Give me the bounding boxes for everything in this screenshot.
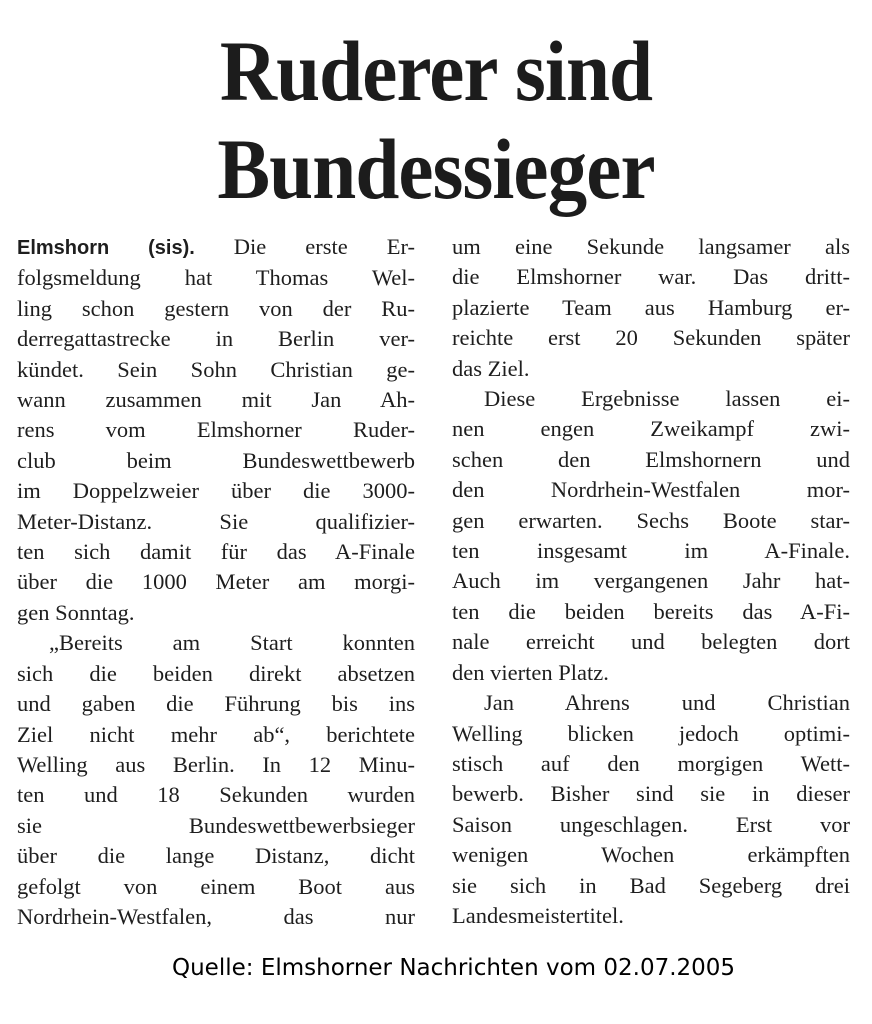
text-line: ten insgesamt im A-Finale. [452,538,850,564]
text-line: Diese Ergebnisse lassen ei- [484,386,850,412]
text-line: nen engen Zweikampf zwi- [452,416,850,442]
text-line: über die 1000 Meter am morgi- [17,569,415,595]
text-line: wann zusammen mit Jan Ah- [17,387,415,413]
text-line: ten die beiden bereits das A-Fi- [452,598,850,624]
text-line: die Elmshorner war. Das dritt- [452,264,850,290]
text-line: im Doppelzweier über die 3000- [17,478,415,504]
article-column-right [452,232,850,931]
text-line: den vierten Platz. [452,659,609,685]
text-line: gen erwarten. Sechs Boote star- [452,507,850,533]
text-line: ten und 18 Sekunden wurden [17,782,415,808]
paragraph-1 [17,232,415,628]
text-line: derregattastrecke in Berlin ver- [17,326,415,352]
text-line: nale erreicht und belegten dort [452,629,850,655]
text-line: Landesmeistertitel. [452,902,624,928]
paragraph-2 [17,628,415,932]
text-line: reichte erst 20 Sekunden später [452,325,850,351]
text-line: sich die beiden direkt absetzen [17,660,415,686]
text-line: um eine Sekunde langsamer als [452,234,850,259]
text-line: Nordrhein-Westfalen, das nur [17,903,415,929]
text-line: rens vom Elmshorner Ruder- [17,417,415,443]
text-line: wenigen Wochen erkämpften [452,842,850,868]
headline-line-2: Bundessieger [217,121,655,217]
text-line: plazierte Team aus Hamburg er- [452,294,850,320]
paragraph-5 [452,688,850,931]
text-line: ten sich damit für das A-Finale [17,539,415,565]
text-line: club beim Bundeswettbewerb [17,447,415,473]
text-line: „Bereits am Start konnten [49,630,415,656]
text-line: Die erste Er- [194,234,415,259]
text-line: sie sich in Bad Segeberg drei [452,872,850,898]
text-line: gen Sonntag. [17,599,135,625]
article-column-left [17,232,415,932]
headline-line-1: Ruderer sind [219,23,653,119]
text-line: Saison ungeschlagen. Erst vor [452,811,850,837]
text-line: über die lange Distanz, dicht [17,843,415,869]
text-line: schen den Elmshornern und [452,446,850,472]
paragraph-3 [452,232,850,384]
text-line: Jan Ahrens und Christian [484,690,850,716]
text-line: Auch im vergangenen Jahr hat- [452,568,850,594]
text-line [17,232,415,263]
text-line: den Nordrhein-Westfalen mor- [452,477,850,503]
text-line: gefolgt von einem Boot aus [17,873,415,899]
text-line: sie Bundeswettbewerbsieger [17,812,415,838]
text-line: ling schon gestern von der Ru- [17,295,415,321]
text-line: Ziel nicht mehr ab“, berichtete [17,721,415,747]
text-line: stisch auf den morgigen Wett- [452,750,850,776]
text-line: Welling blicken jedoch optimi- [452,720,850,746]
paragraph-4 [452,384,850,688]
text-line: Welling aus Berlin. In 12 Minu- [17,751,415,777]
text-line: folgsmeldung hat Thomas Wel- [17,265,415,291]
dateline: Elmshorn (sis). [17,237,195,259]
text-line: bewerb. Bisher sind sie in dieser [452,781,850,807]
text-line: und gaben die Führung bis ins [17,691,415,717]
source-caption: Quelle: Elmshorner Nachrichten vom 02.07.2005 [172,955,736,981]
text-line: kündet. Sein Sohn Christian ge- [17,356,415,382]
text-line: Meter-Distanz. Sie qualifizier- [17,508,415,534]
text-line: das Ziel. [452,355,530,381]
